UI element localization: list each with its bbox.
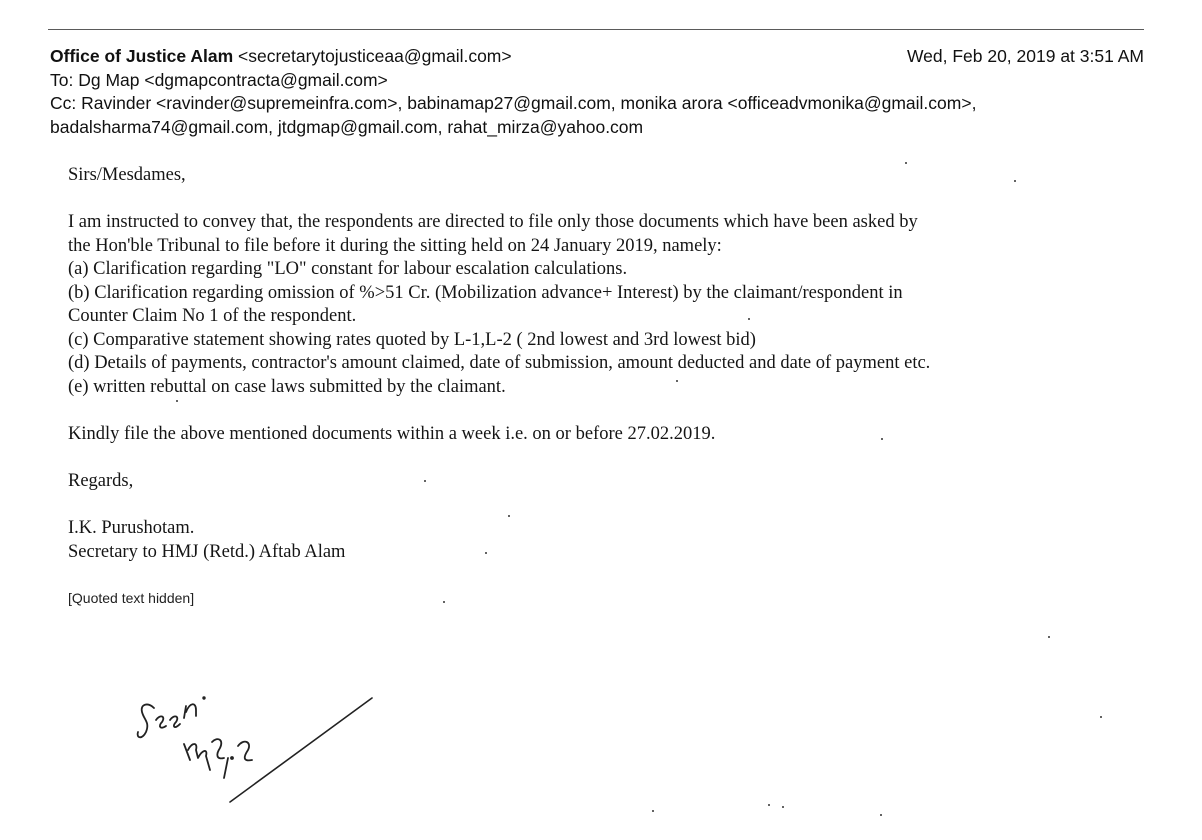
cc-line-2: badalsharma74@gmail.com, jtdgmap@gmail.com, rahat_mirza@yahoo.com [50, 116, 644, 137]
scan-speck [881, 438, 883, 440]
sender-email: <secretarytojusticeaa@gmail.com> [238, 46, 512, 66]
signature-name: I.K. Purushotam. [68, 518, 195, 538]
scan-speck [508, 515, 510, 517]
header-rule [48, 29, 1144, 30]
cc-line-1: Cc: Ravinder <ravinder@supremeinfra.com>, babinamap27@gmail.com, monika arora <officeadvmonika@gmail.com>, [50, 93, 977, 113]
scan-speck [676, 380, 678, 382]
scan-speck [748, 318, 750, 320]
closing: Regards, [68, 471, 134, 491]
signature-title: Secretary to HMJ (Retd.) Aftab Alam [68, 541, 346, 562]
signature-block [68, 517, 345, 564]
para-line: (e) written rebuttal on case laws submitted by the claimant. [68, 376, 506, 397]
email-header [50, 45, 1146, 139]
scan-speck [1014, 180, 1016, 182]
para-line: (d) Details of payments, contractor's amount claimed, date of submission, amount deducted and date of payment etc. [68, 353, 931, 373]
scan-speck [652, 810, 654, 812]
greeting: Sirs/Mesdames, [68, 165, 186, 185]
quoted-text-hidden: [Quoted text hidden] [68, 590, 195, 606]
handwritten-annotation [120, 680, 400, 810]
from-row [50, 45, 1146, 69]
scan-speck [443, 601, 445, 603]
to-line: To: Dg Map <dgmapcontracta@gmail.com> [50, 69, 388, 90]
deadline-sentence: Kindly file the above mentioned documents within a week i.e. on or before 27.02.2019. [68, 424, 716, 444]
para-line: (b) Clarification regarding omission of %>51 Cr. (Mobilization advance+ Interest) by the claimant/respondent in [68, 282, 903, 303]
scan-speck [782, 806, 784, 808]
scan-speck [424, 480, 426, 482]
scan-speck [905, 162, 907, 164]
para-line: the Hon'ble Tribunal to file before it during the sitting held on 24 January 2019, namely: [68, 235, 722, 256]
scan-speck [768, 804, 770, 806]
para-line: (a) Clarification regarding "LO" constant for labour escalation calculations. [68, 259, 628, 279]
sent-date: Wed, Feb 20, 2019 at 3:51 AM [906, 46, 1144, 66]
para-line: (c) Comparative statement showing rates quoted by L-1,L-2 ( 2nd lowest and 3rd lowest bid) [68, 329, 756, 350]
instruction-paragraph [68, 211, 1138, 399]
scan-speck [1100, 716, 1102, 718]
scan-speck [1048, 636, 1050, 638]
sender-name: Office of Justice Alam [50, 46, 234, 66]
scan-speck [485, 552, 487, 554]
para-line: I am instructed to convey that, the respondents are directed to file only those documents which have been asked by [68, 212, 918, 232]
scan-speck [176, 400, 178, 402]
para-line: Counter Claim No 1 of the respondent. [68, 306, 357, 326]
scan-speck [880, 814, 882, 816]
